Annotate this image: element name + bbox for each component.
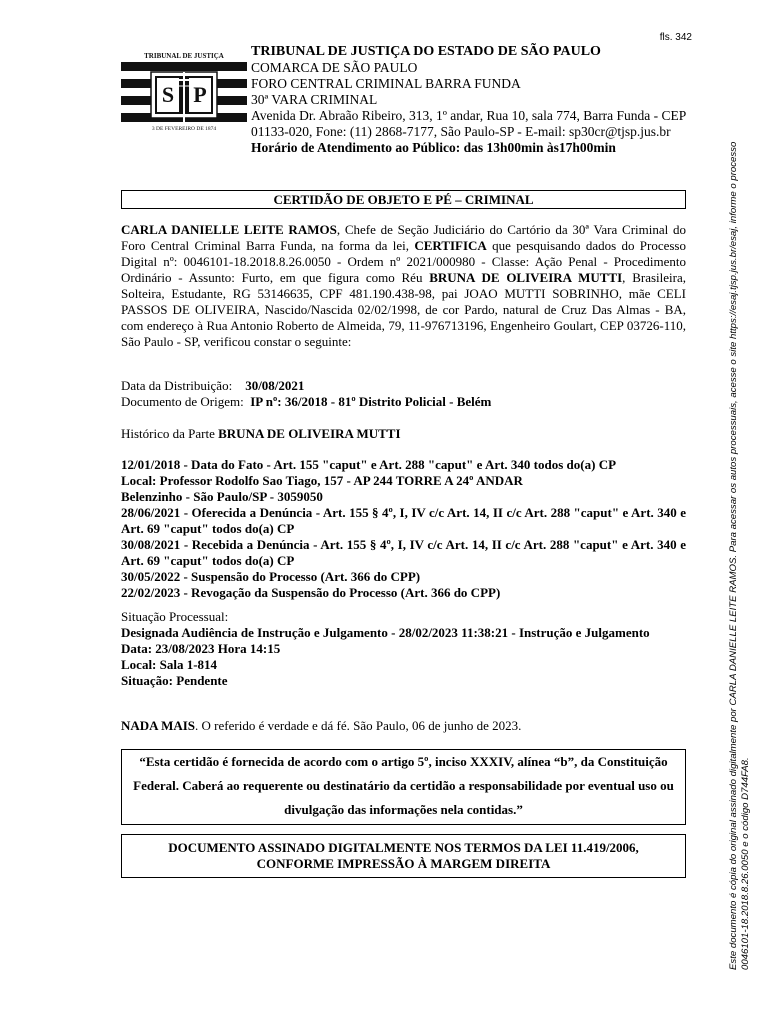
- intro-text-3: , Brasileira, Solteira, Estudante, RG 53146635, CPF 481.190.438-98, pai JOAO MUTTI SOBRINHO, mãe CELI PASSOS DE OLIVEIRA, Nascido/Nascida 02/02/1998, de cor Pardo, natural de Cruz Das Almas - BA, com endereço à Rua Antonio Roberto de Almeida, 79, 11-976713196, Engenheiro Goulart, CEP 03726-110, São Paulo - SP, verificou constar o seguinte:: [121, 270, 686, 349]
- event-item: Local: Professor Rodolfo Sao Tiago, 157 - AP 244 TORRE A 24º ANDAR: [121, 473, 523, 488]
- court-seal-icon: [121, 46, 247, 132]
- hearing-location: Local: Sala 1-814: [121, 657, 218, 672]
- closing-text: . O referido é verdade e dá fé. São Paulo, 06 de junho de 2023.: [195, 718, 522, 733]
- constitutional-notice: “Esta certidão é fornecida de acordo com o artigo 5º, inciso XXXIV, alínea “b”, da Constituição Federal. Caberá ao requerente ou destinatário da certidão a responsabilidade por eventual uso ou divulgação das informações nela contidas.”: [133, 754, 674, 817]
- vara-name: 30ª VARA CRIMINAL: [251, 92, 378, 107]
- svg-text:3 DE FEVEREIRO DE 1874: 3 DE FEVEREIRO DE 1874: [151, 126, 217, 132]
- service-hours: Horário de Atendimento ao Público: das 13h00min às17h00min: [251, 140, 616, 155]
- signature-line-1: DOCUMENTO ASSINADO DIGITALMENTE NOS TERMOS DA LEI 11.419/2006,: [168, 840, 639, 855]
- event-item: 22/02/2023 - Revogação da Suspensão do Processo (Art. 366 do CPP): [121, 585, 501, 600]
- digital-signature-box: [121, 834, 686, 878]
- nada-mais: NADA MAIS: [121, 718, 196, 733]
- svg-text:TRIBUNAL DE JUSTIÇA: TRIBUNAL DE JUSTIÇA: [144, 52, 224, 60]
- certifica-word: CERTIFICA: [414, 238, 487, 253]
- court-address: Avenida Dr. Abraão Ribeiro, 313, 1º andar, Rua 10, sala 774, Barra Funda - CEP 01133-020, Fone: (11) 2868-7177, São Paulo-SP - E-mail: sp30cr@tjsp.jus.br: [251, 108, 686, 139]
- court-seal-logo: [121, 46, 247, 132]
- situation-label: Situação Processual:: [121, 609, 229, 624]
- hearing-status: Situação: Pendente: [121, 673, 228, 688]
- page-number: fls. 342: [659, 32, 692, 43]
- history-header: [121, 426, 686, 442]
- event-item: 28/06/2021 - Oferecida a Denúncia - Art. 155 § 4º, I, IV c/c Art. 14, II c/c Art. 288 "caput" e Art. 340 e Art. 69 "caput" todos do(a) CP: [121, 505, 686, 536]
- hearing-date: Data: 23/08/2023 Hora 14:15: [121, 641, 281, 656]
- intro-text-2: que pesquisando dados do Processo Digital nº: 0046101-18.2018.8.26.0050 - Ordem nº 2021/000980 - Classe: Ação Penal - Procedimento Ordinário - Assunto: Furto, em que figura como Réu: [121, 238, 686, 285]
- signature-line-2: CONFORME IMPRESSÃO À MARGEM DIREITA: [256, 856, 551, 871]
- court-header: [251, 44, 691, 156]
- defendant-name: BRUNA DE OLIVEIRA MUTTI: [429, 270, 623, 285]
- event-item: Belenzinho - São Paulo/SP - 3059050: [121, 489, 323, 504]
- event-list: [121, 457, 686, 601]
- margin-note-line-1: Este documento é cópia do original assinado digitalmente por CARLA DANIELLE LEITE RAMOS. Para acessar os autos processuais, acesse o site https://esaj.tjsp.jus.br/esaj, informe o processo: [728, 141, 739, 970]
- distribution-date-value: 30/08/2021: [245, 378, 305, 393]
- comarca-name: COMARCA DE SÃO PAULO: [251, 60, 418, 75]
- court-name: TRIBUNAL DE JUSTIÇA DO ESTADO DE SÃO PAULO: [251, 44, 601, 59]
- margin-note-line-2: 0046101-18.2018.8.26.0050 e o código D744FA8.: [740, 757, 751, 970]
- hearing-info: Designada Audiência de Instrução e Julgamento - 28/02/2023 11:38:21 - Instrução e Julgamento: [121, 625, 650, 640]
- distribution-date-label: Data da Distribuição:: [121, 378, 233, 393]
- distribution-info: [121, 378, 686, 410]
- svg-text:P: P: [193, 82, 207, 107]
- clerk-name: CARLA DANIELLE LEITE RAMOS: [121, 222, 337, 237]
- certification-paragraph: [121, 222, 686, 350]
- intro-text-1: , Chefe de Seção Judiciário do Cartório da 30ª Vara Criminal do Foro Central Criminal Barra Funda, na forma da lei,: [121, 222, 687, 253]
- document-title: CERTIDÃO DE OBJETO E PÉ – CRIMINAL: [121, 190, 686, 209]
- procedural-situation: [121, 609, 686, 689]
- closing-statement: [121, 718, 686, 734]
- constitutional-notice-box: [121, 749, 686, 825]
- history-party-name: BRUNA DE OLIVEIRA MUTTI: [218, 426, 401, 441]
- event-item: 12/01/2018 - Data do Fato - Art. 155 "caput" e Art. 288 "caput" e Art. 340 todos do(a) CP: [121, 457, 617, 472]
- margin-authentication-note: [728, 110, 752, 970]
- origin-label: Documento de Origem:: [121, 394, 244, 409]
- svg-text:S: S: [161, 82, 175, 107]
- origin-value: IP nº: 36/2018 - 81º Distrito Policial - Belém: [250, 394, 492, 409]
- history-label: Histórico da Parte: [121, 426, 215, 441]
- foro-name: FORO CENTRAL CRIMINAL BARRA FUNDA: [251, 76, 521, 91]
- event-item: 30/05/2022 - Suspensão do Processo (Art. 366 do CPP): [121, 569, 421, 584]
- event-item: 30/08/2021 - Recebida a Denúncia - Art. 155 § 4º, I, IV c/c Art. 14, II c/c Art. 288 "caput" e Art. 340 e Art. 69 "caput" todos do(a) CP: [121, 537, 686, 568]
